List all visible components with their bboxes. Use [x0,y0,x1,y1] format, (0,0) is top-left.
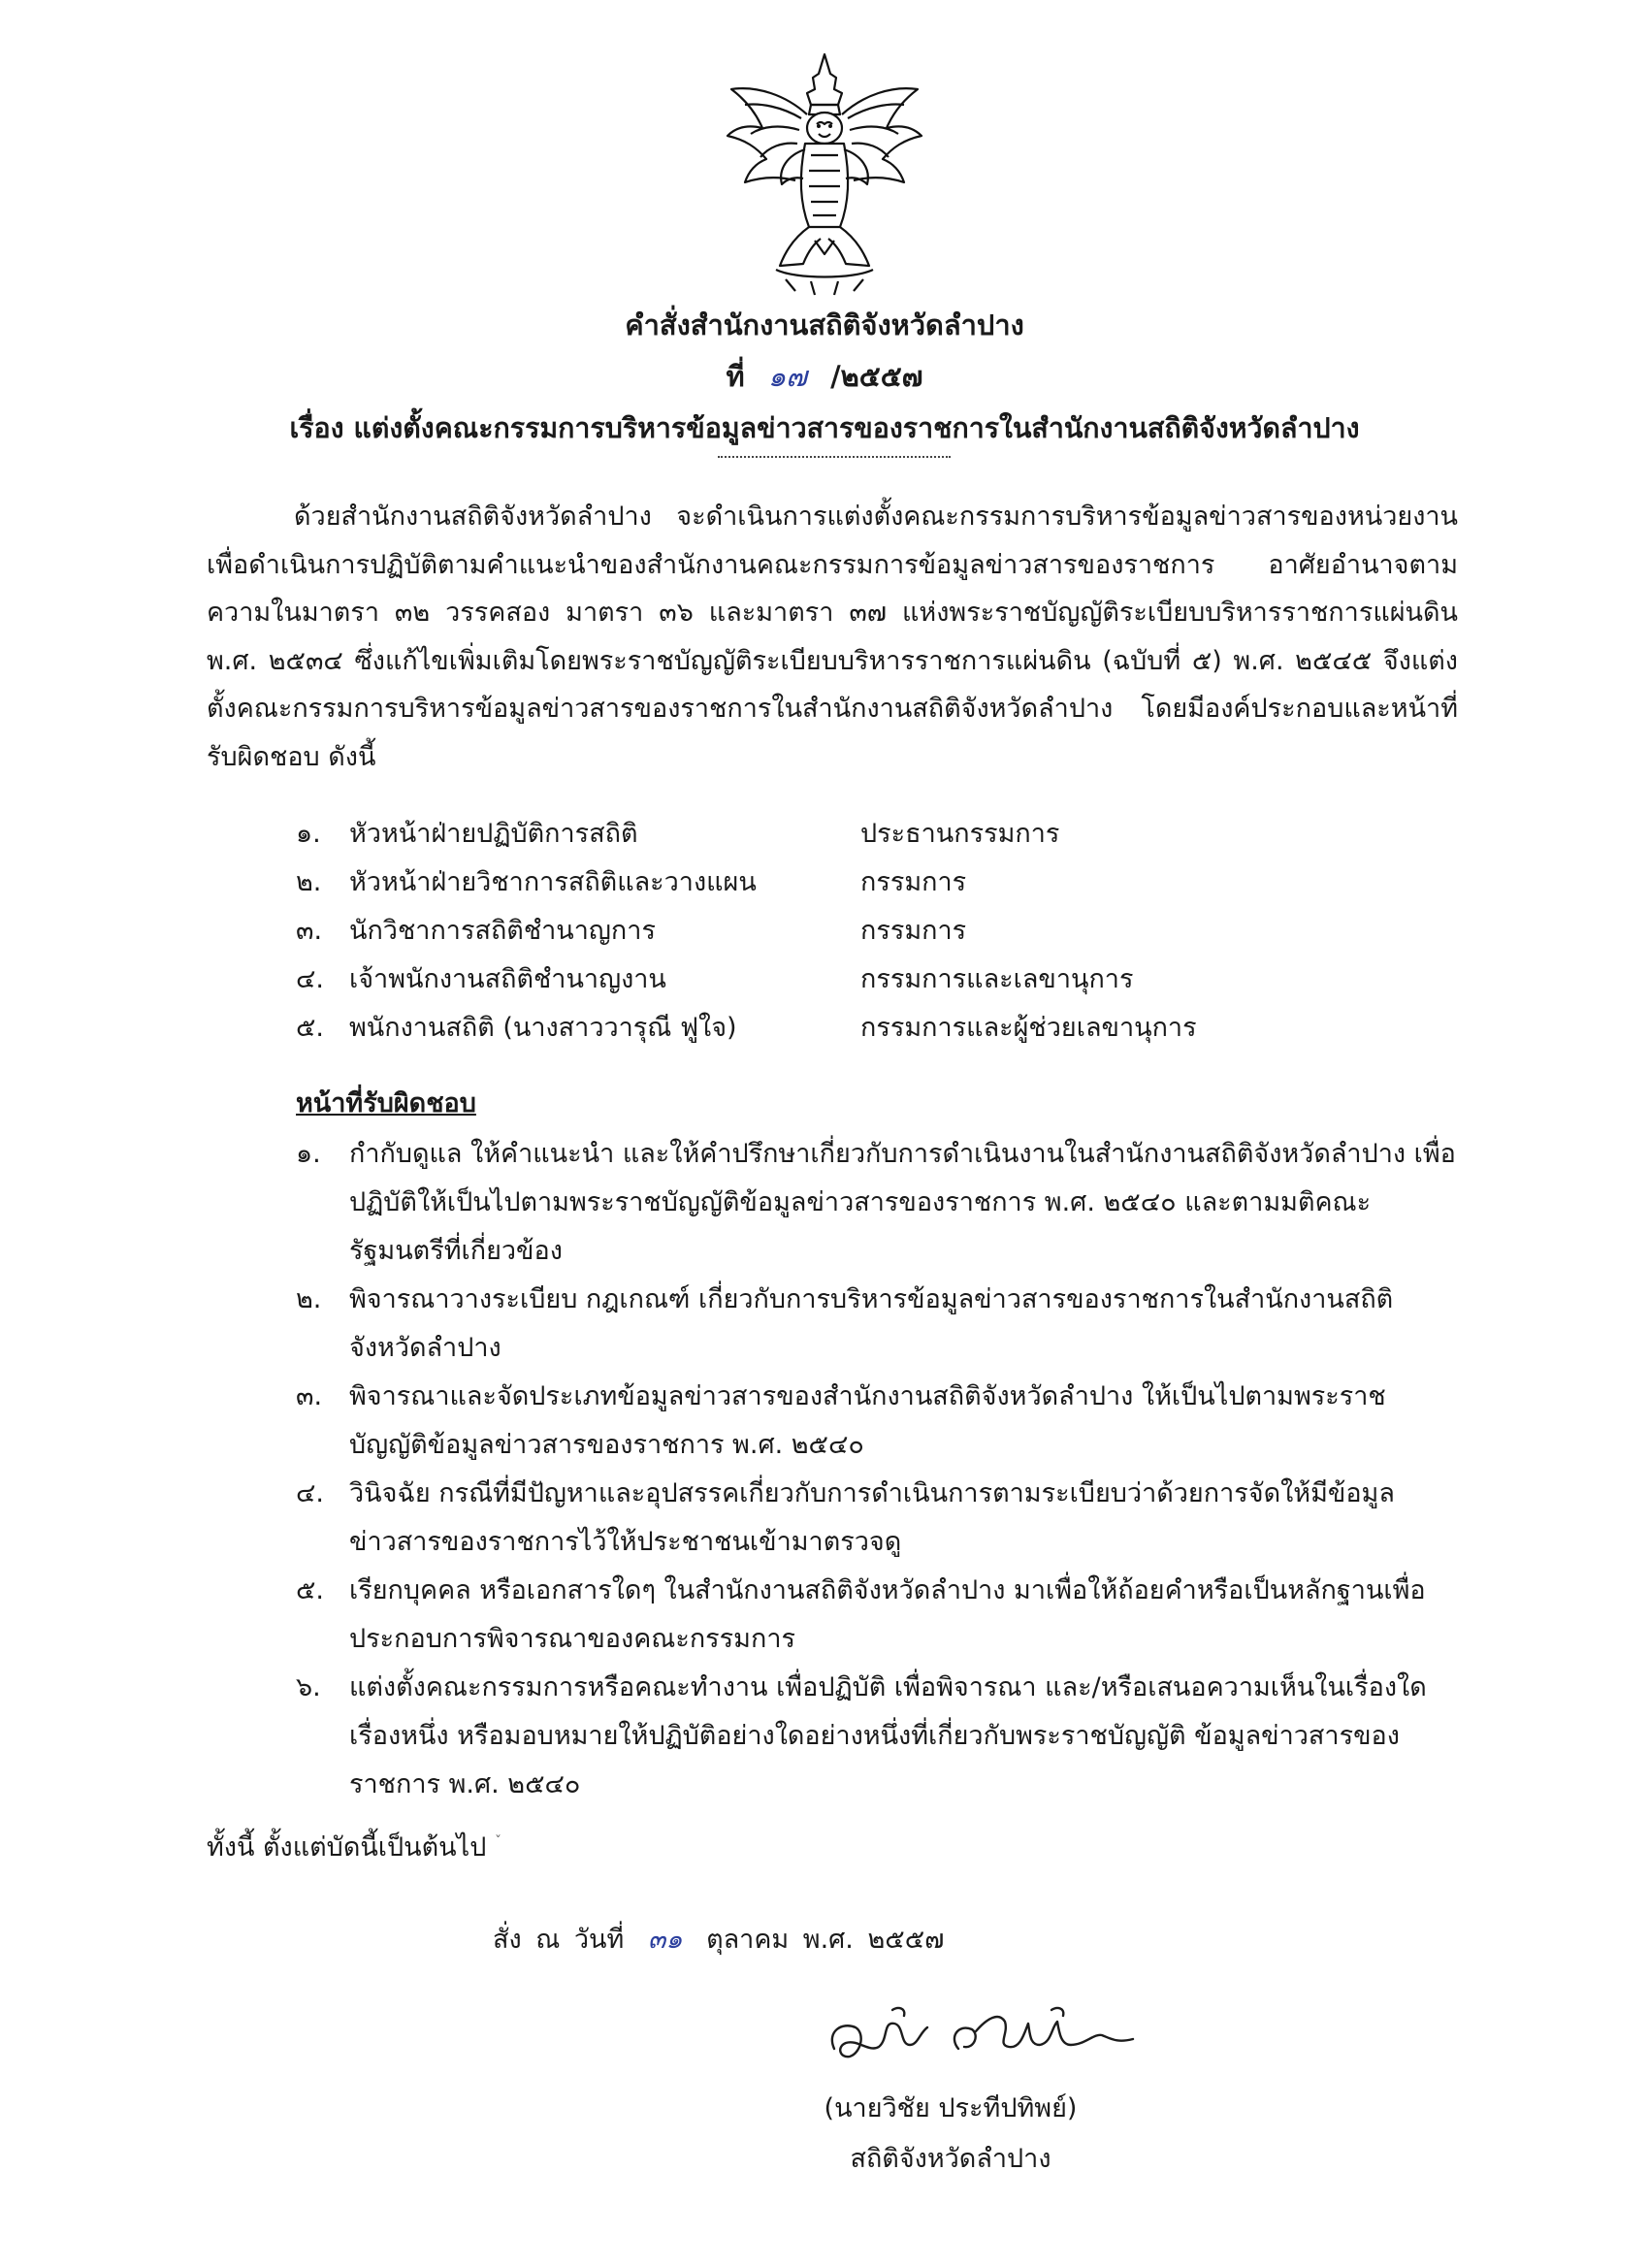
date-day: ๓๑ [647,1925,683,1955]
member-position: เจ้าพนักงานสถิติชำนาญงาน [349,964,666,994]
garuda-emblem-icon [718,47,931,299]
intro-paragraph: ด้วยสำนักงานสถิติจังหวัดลำปาง จะดำเนินการแต่งตั้งคณะกรรมการบริหารข้อมูลข่าวสารของหน่วยงาน เพื่อดำเนินการปฏิบัติตามคำแนะนำของสำนักงานคณะกรรมการข้อมูลข่าวสารของราชการ อาศัยอำนาจตามความในมาตรา ๓๒ วรรคสอง มาตรา ๓๖ และมาตรา ๓๗ แห่งพระราชบัญญัติระเบียบบริหารราชการแผ่นดิน พ.ศ. ๒๕๓๔ ซึ่งแก้ไขเพิ่มเติมโดยพระราชบัญญัติระเบียบบริหารราชการแผ่นดิน (ฉบับที่ ๕) พ.ศ. ๒๕๔๕ จึงแต่งตั้งคณะกรรมการบริหารข้อมูลข่าวสารของราชการในสำนักงานสถิติจังหวัดลำปาง โดยมีองค์ประกอบและหน้าที่รับผิดชอบ ดังนี้ [207,502,1458,772]
number-year: /๒๕๕๗ [830,360,923,393]
duty-number: ๖. [296,1672,321,1702]
duty-number: ๕. [296,1575,325,1605]
order-number [0,354,1649,399]
date-rest: ตุลาคม พ.ศ. ๒๕๕๗ [706,1925,945,1955]
dotted-divider [718,456,951,458]
duty-number: ๓. [296,1381,323,1411]
order-subject: เรื่อง แต่งตั้งคณะกรรมการบริหารข้อมูลข่าวสารของราชการในสำนักงานสถิติจังหวัดลำปาง [289,412,1360,444]
member-position: นักวิชาการสถิติชำนาญการ [349,916,656,946]
duty-list [296,1130,1460,1809]
duty-item [296,1130,1460,1276]
pen-mark-icon: ˇ [494,1834,501,1850]
duty-item [296,1567,1460,1664]
member-role: กรรมการ [860,916,967,946]
signer-name: (นายวิชัย ประทีปทิพย์) [824,2093,1078,2123]
member-role: ประธานกรรมการ [860,819,1060,849]
order-date [493,1918,944,1960]
duty-item [296,1373,1460,1470]
member-position: พนักงานสถิติ (นางสาววารุณี ฟูใจ) [349,1013,737,1043]
handwritten-signature-icon [823,1989,1143,2086]
duty-text: พิจารณาวางระเบียบ กฎเกณฑ์ เกี่ยวกับการบริหารข้อมูลข่าวสารของราชการในสำนักงานสถิติจังหวัดลำปาง [349,1284,1394,1363]
duty-text: พิจารณาและจัดประเภทข้อมูลข่าวสารของสำนักงานสถิติจังหวัดลำปาง ให้เป็นไปตามพระราชบัญญัติข้อมูลข่าวสารของราชการ พ.ศ. ๒๕๔๐ [349,1381,1386,1460]
duty-number: ๑. [296,1139,321,1169]
duty-text: กำกับดูแล ให้คำแนะนำ และให้คำปรึกษาเกี่ยวกับการดำเนินงานในสำนักงานสถิติจังหวัดลำปาง เพื่อปฏิบัติให้เป็นไปตามพระราชบัญญัติข้อมูลข่าวสารของราชการ พ.ศ. ๒๕๔๐ และตามมติคณะรัฐมนตรีที่เกี่ยวข้อง [349,1139,1456,1266]
responsibilities-heading: หน้าที่รับผิดชอบ [296,1088,476,1118]
number-prefix: ที่ [726,360,745,393]
member-role: กรรมการและผู้ช่วยเลขานุการ [860,1013,1197,1043]
member-number: ๑. [296,819,321,849]
order-title: คำสั่งสำนักงานสถิติจังหวัดลำปาง [625,308,1024,341]
duty-item [296,1470,1460,1567]
member-role: กรรมการและเลขานุการ [860,964,1134,994]
member-number: ๔. [296,964,325,994]
member-position: หัวหน้าฝ่ายวิชาการสถิติและวางแผน [349,867,757,897]
duty-item [296,1664,1460,1809]
signer-title: สถิติจังหวัดลำปาง [850,2144,1051,2174]
duty-text: วินิจฉัย กรณีที่มีปัญหาและอุปสรรคเกี่ยวกับการดำเนินการตามระเบียบว่าด้วยการจัดให้มีข้อมูลข่าวสารของราชการไว้ให้ประชาชนเข้ามาตรวจดู [349,1478,1395,1557]
member-number: ๕. [296,1013,325,1043]
closing-statement [207,1826,501,1867]
member-number: ๒. [296,867,322,897]
duty-item [296,1276,1460,1373]
closing-text: ทั้งนี้ ตั้งแต่บัดนี้เป็นต้นไป [207,1832,487,1863]
member-role: กรรมการ [860,867,967,897]
number-value: ๑๗ [767,360,807,393]
date-prefix: สั่ง ณ วันที่ [493,1925,625,1955]
duty-text: เรียกบุคคล หรือเอกสารใดๆ ในสำนักงานสถิติจังหวัดลำปาง มาเพื่อให้ถ้อยคำหรือเป็นหลักฐานเพื่อประกอบการพิจารณาของคณะกรรมการ [349,1575,1426,1654]
member-number: ๓. [296,916,323,946]
signer-block [795,2084,1106,2185]
duty-text: แต่งตั้งคณะกรรมการหรือคณะทำงาน เพื่อปฏิบัติ เพื่อพิจารณา และ/หรือเสนอความเห็นในเรื่องใดเรื่องหนึ่ง หรือมอบหมายให้ปฏิบัติอย่างใดอย่างหนึ่งที่เกี่ยวกับพระราชบัญญัติ ข้อมูลข่าวสารของราชการ พ.ศ. ๒๕๔๐ [349,1672,1427,1799]
duty-number: ๔. [296,1478,325,1508]
duty-number: ๒. [296,1284,322,1314]
member-position: หัวหน้าฝ่ายปฏิบัติการสถิติ [349,819,638,849]
